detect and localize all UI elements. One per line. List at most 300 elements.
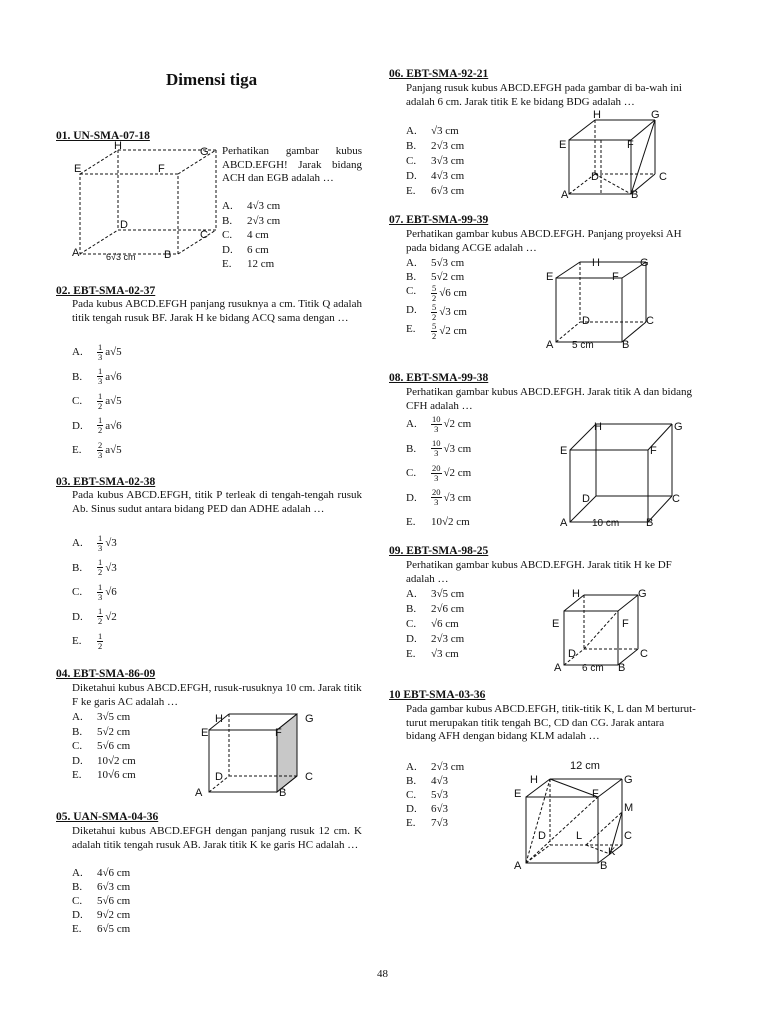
fraction [431,322,437,341]
option-value: 6√3 cm [97,881,131,893]
fraction-numerator: 20 [432,487,441,498]
answer-option [406,617,464,632]
option-remainder: a√6 [105,419,122,432]
answer-option [72,754,136,769]
option-remainder: a√5 [105,346,122,358]
q01-label-c: C [200,229,208,241]
option-value: 4√6 cm [97,867,131,879]
fraction [97,392,103,411]
option-letter: B. [222,214,233,227]
fraction-numerator: 10 [432,413,441,424]
q07-dimension: 5 cm [572,340,594,351]
answer-option [406,587,464,602]
question-03-heading: 03. EBT-SMA-02-38 [56,476,156,488]
answer-option [222,199,280,214]
answer-option [406,303,467,322]
q07-label-c: C [646,315,654,327]
option-letter: B. [406,603,417,615]
fraction-numerator: 1 [98,366,103,377]
answer-option [72,725,136,740]
option-remainder: √3 [105,537,117,549]
option-letter: E. [406,817,416,829]
q01-label-d: D [120,219,128,231]
option-value [431,322,467,341]
option-value [431,486,471,511]
option-letter: D. [72,754,83,767]
fraction-denominator: 2 [98,616,103,627]
option-value: 4√3 [431,775,449,787]
q07-label-b: B [622,339,630,351]
option-remainder: √6 cm [439,287,467,300]
q07-label-d: D [582,315,590,327]
option-letter: A. [406,125,417,137]
answer-option [406,139,464,154]
q01-cube-figure [60,142,222,262]
answer-option [72,866,130,880]
option-letter: B. [72,725,83,738]
answer-option [406,802,464,816]
q04-cube-figure [195,706,325,802]
option-letter: A. [72,537,83,549]
q01-label-f: F [158,163,165,175]
q08-label-c: C [672,493,680,505]
option-letter: E. [222,258,232,270]
option-letter: E. [72,769,82,781]
answer-option [406,632,464,647]
option-value [97,389,122,414]
answer-option [72,922,130,936]
answer-option [72,629,117,654]
option-letter: D. [222,243,233,256]
fraction-denominator: 3 [434,423,439,434]
fraction-numerator: 1 [98,557,103,568]
fraction [431,488,442,507]
option-letter: A. [406,588,417,600]
answer-option [406,184,464,199]
answer-option [406,154,464,169]
q10-label-e: E [514,788,522,800]
q09-label-f: F [622,618,629,630]
option-remainder: √2 cm [443,418,472,430]
option-letter: C. [72,740,83,752]
page-title: Dimensi tiga [166,70,258,89]
option-value: 6√3 [431,803,449,815]
option-letter: A. [222,200,233,212]
option-letter: A. [406,257,417,269]
fraction-denominator: 3 [434,472,439,483]
question-02-text: Pada kubus ABCD.EFGH panjang rusuknya a cm. Titik Q adalah titik tengah rusuk BF. Jarak H ke bidang ACQ sama dengan … [72,298,362,324]
option-letter: D. [72,909,83,921]
option-letter: C. [406,789,417,801]
fraction [97,632,103,651]
question-06-text: Panjang rusuk kubus ABCD.EFGH pada gambar di ba-wah ini adalah 6 cm. Jarak titik E ke bidang BDG adalah … [406,82,682,108]
q10-label-l: L [576,830,583,842]
question-03-options [72,531,117,654]
fraction-denominator: 3 [434,448,439,459]
answer-option [406,486,471,511]
q07-label-a: A [546,339,554,351]
option-value [97,556,117,581]
fraction-denominator: 3 [98,449,103,460]
q09-label-e: E [552,618,560,630]
q04-label-e: E [201,727,209,739]
question-09-text: Perhatikan gambar kubus ABCD.EFGH. Jarak titik H ke DF adalah … [406,559,672,585]
fraction [97,416,103,435]
option-value: 10√2 cm [431,516,470,528]
fraction-numerator: 1 [98,390,103,401]
option-letter: D. [406,633,417,645]
answer-option [406,774,464,788]
answer-option [406,270,467,284]
q06-label-g: G [651,109,660,121]
q10-label-b: B [600,860,608,872]
option-value: 2√3 cm [431,140,465,152]
option-value [97,438,122,463]
answer-option [406,322,467,341]
option-letter: E. [72,923,82,935]
option-value: 10√2 cm [97,754,136,767]
question-02-options [72,340,122,463]
option-letter: C. [222,229,233,241]
answer-option [222,243,280,258]
fraction [97,558,103,577]
option-value: 3√3 cm [431,155,465,167]
question-08-heading: 08. EBT-SMA-99-38 [389,372,489,384]
q01-dimension: 6√3 cm [106,252,136,262]
q06-label-h: H [593,109,601,121]
option-letter: D. [406,491,417,504]
option-remainder: a√5 [105,444,122,456]
fraction-numerator: 10 [432,438,441,449]
answer-option [72,340,122,365]
fraction-denominator: 3 [434,497,439,508]
option-remainder: √6 [105,586,117,598]
option-letter: E. [406,323,416,335]
q01-label-a: A [72,247,80,259]
q08-label-g: G [674,421,683,433]
q06-label-e: E [559,139,567,151]
question-07-options [406,256,467,341]
q08-label-h: H [594,421,602,433]
option-value [97,365,122,390]
fraction-denominator: 2 [98,640,103,651]
answer-option [72,438,122,463]
answer-option [72,389,122,414]
option-letter: C. [406,467,417,479]
answer-option [406,647,464,662]
q10-label-d: D [538,830,546,842]
option-remainder: √2 cm [443,467,472,479]
option-value [431,303,467,322]
answer-option [406,510,471,535]
question-07-heading: 07. EBT-SMA-99-39 [389,214,489,226]
q08-cube-figure [556,414,688,530]
q09-label-g: G [638,588,647,600]
option-remainder: √3 cm [443,491,472,504]
answer-option [406,461,471,486]
answer-option [72,414,122,439]
question-05-text: Diketahui kubus ABCD.EFGH dengan panjang rusuk 12 cm. K adalah titik tengah rusuk AB. Jarak titik K ke garis HC adalah … [72,825,362,851]
fraction-numerator: 1 [98,415,103,426]
option-letter: E. [406,648,416,660]
answer-option [406,124,464,139]
question-09-heading: 09. EBT-SMA-98-25 [389,545,489,557]
q09-label-d: D [568,648,576,660]
option-value [431,412,471,437]
option-value: 4√3 cm [247,200,281,212]
q06-cube-figure [555,110,685,202]
question-05-heading: 05. UAN-SMA-04-36 [56,811,159,823]
fraction-numerator: 1 [98,630,103,641]
option-letter: D. [406,304,417,316]
option-letter: B. [406,442,417,455]
q10-label-a: A [514,860,522,872]
option-value: 2√3 cm [431,633,465,645]
option-letter: D. [72,610,83,623]
q09-dimension: 6 cm [582,663,604,674]
answer-option [72,556,117,581]
option-value: 7√3 [431,817,449,829]
option-value: 3√5 cm [431,588,465,600]
q04-label-f: F [275,727,282,739]
answer-option [72,768,136,783]
question-01-heading: 01. UN-SMA-07-18 [56,130,150,142]
q07-label-h: H [592,257,600,269]
option-value: √6 cm [431,618,459,630]
option-value: 5√3 cm [431,257,465,269]
answer-option [72,710,136,725]
q10-label-k: K [608,846,616,858]
q07-label-g: G [640,257,649,269]
option-letter: C. [72,895,83,907]
option-value: 9√2 cm [97,909,131,921]
fraction-denominator: 2 [432,312,437,322]
question-07-text: Perhatikan gambar kubus ABCD.EFGH. Panjang proyeksi AH pada bidang ACGE adalah … [406,228,682,254]
question-05-options [72,866,130,936]
fraction-numerator: 2 [98,439,103,450]
answer-option [406,169,464,184]
option-letter: B. [72,561,83,574]
option-remainder: √3 cm [443,442,472,455]
option-value: √3 cm [431,125,459,137]
question-09-options [406,587,464,662]
option-value: 3√5 cm [97,711,131,723]
option-letter: E. [406,185,416,197]
option-value: 2√3 cm [431,761,465,773]
option-letter: E. [72,444,82,456]
fraction-numerator: 5 [432,302,437,312]
fraction [97,534,103,553]
q09-label-a: A [554,662,562,674]
answer-option [72,880,130,894]
question-10-options [406,760,464,830]
fraction [431,439,442,458]
option-letter: C. [406,155,417,167]
option-value: 5√2 cm [97,725,131,738]
fraction-denominator: 2 [432,293,437,303]
q01-label-g: G [200,146,209,158]
option-value [431,437,471,462]
q07-cube-figure [544,254,664,352]
option-remainder: √3 [105,561,117,574]
option-letter: A. [72,867,83,879]
fraction [431,303,437,322]
fraction-denominator: 3 [98,376,103,387]
answer-option [222,214,280,229]
q10-label-f: F [592,788,599,800]
fraction-numerator: 1 [98,532,103,543]
q10-label-m: M [624,802,634,814]
answer-option [406,284,467,303]
answer-option [72,580,117,605]
question-06-options [406,124,464,199]
fraction [97,607,103,626]
option-letter: C. [406,618,417,630]
q07-label-e: E [546,271,554,283]
option-value [431,461,471,486]
q07-label-f: F [612,271,619,283]
option-letter: D. [406,170,417,182]
q06-label-c: C [659,171,667,183]
fraction [431,284,437,303]
option-value [97,629,105,654]
option-value [97,340,122,365]
question-08-options [406,412,471,535]
option-letter: A. [72,711,83,723]
answer-option [406,760,464,774]
answer-option [406,788,464,802]
q08-label-f: F [650,445,657,457]
q09-label-c: C [640,648,648,660]
option-remainder: a√6 [105,370,122,383]
fraction [97,343,103,362]
option-value: 2√6 cm [431,603,465,615]
q01-label-h: H [114,140,122,152]
option-letter: C. [72,586,83,598]
option-letter: D. [72,419,83,432]
option-value: 12 cm [247,258,275,270]
fraction [97,441,103,460]
option-remainder: √2 cm [439,325,467,338]
option-value: √3 cm [431,648,459,660]
q08-label-b: B [646,517,654,529]
fraction [97,367,103,386]
answer-option [72,531,117,556]
q10-label-g: G [624,774,633,786]
q08-label-a: A [560,517,568,529]
question-01-text: Perhatikan gambar kubus ABCD.EFGH! Jarak bidang ACH dan EGB adalah … [222,145,362,184]
fraction-denominator: 2 [98,567,103,578]
q10-cube-figure [510,757,642,873]
fraction [431,415,442,434]
q09-label-h: H [572,588,580,600]
q04-label-a: A [195,787,203,799]
question-03-text: Pada kubus ABCD.EFGH, titik P terleak di tengah-tengah rusuk Ab. Sinus sudut antara bidang PED dan ADHE adalah … [72,489,362,515]
option-value [97,414,122,439]
option-value [97,531,117,556]
option-value [97,580,117,605]
option-letter: C. [72,395,83,407]
option-letter: B. [406,775,417,787]
fraction-numerator: 1 [98,341,103,352]
answer-option [72,365,122,390]
option-value: 5√6 cm [97,740,131,752]
question-02-heading: 02. EBT-SMA-02-37 [56,285,156,297]
answer-option [406,412,471,437]
fraction-numerator: 5 [432,321,437,331]
option-letter: B. [72,881,83,893]
answer-option [72,739,136,754]
q04-label-g: G [305,713,314,725]
option-remainder: a√5 [105,395,122,407]
q04-label-c: C [305,771,313,783]
question-08-text: Perhatikan gambar kubus ABCD.EFGH. Jarak titik A dan bidang CFH adalah … [406,386,692,412]
answer-option [406,437,471,462]
question-04-options [72,710,136,783]
option-value: 4 cm [247,229,269,241]
q08-label-d: D [582,493,590,505]
fraction-denominator: 2 [432,331,437,341]
option-value: 5√6 cm [97,895,131,907]
option-remainder: √3 cm [439,306,467,319]
option-value [97,605,117,630]
q08-dimension: 10 cm [592,518,620,529]
option-letter: A. [406,761,417,773]
option-letter: C. [406,285,417,297]
option-value: 5√3 [431,789,449,801]
q06-label-b: B [631,189,639,201]
q10-label-c: C [624,830,632,842]
answer-option [406,602,464,617]
fraction-numerator: 1 [98,606,103,617]
q06-label-d: D [591,171,599,183]
q09-cube-figure [550,585,660,673]
option-letter: B. [406,271,417,283]
fraction-denominator: 3 [98,351,103,362]
option-letter: D. [406,803,417,815]
q10-dimension: 12 cm [570,760,600,772]
fraction-numerator: 20 [432,462,441,473]
question-04-heading: 04. EBT-SMA-86-09 [56,668,156,680]
q01-label-e: E [74,163,82,175]
fraction [431,464,442,483]
q09-label-b: B [618,662,626,674]
option-value [431,284,467,303]
option-letter: E. [72,635,82,647]
answer-option [222,228,280,243]
option-value: 4√3 cm [431,170,465,182]
page-number: 48 [377,968,388,980]
option-letter: E. [406,516,416,528]
option-value: 6 cm [247,243,269,256]
option-letter: B. [72,370,83,383]
q10-label-h: H [530,774,538,786]
answer-option [72,908,130,922]
option-letter: B. [406,140,417,152]
fraction-denominator: 2 [98,400,103,411]
answer-option [72,605,117,630]
fraction-numerator: 5 [432,283,437,293]
option-value: 10√6 cm [97,769,136,781]
question-10-text: Pada gambar kubus ABCD.EFGH, titik-titik K, L dan M berturut-turut merupakan titik tengah BC, CD dan CG. Jarak antara bidang AFH dengan bidang KLM adalah … [406,703,696,742]
answer-option [222,257,280,272]
option-letter: A. [72,346,83,358]
q06-label-a: A [561,189,569,201]
option-value: 6√5 cm [97,923,131,935]
option-remainder: √2 [105,610,117,623]
question-10-heading: 10 EBT-SMA-03-36 [389,689,486,701]
fraction-denominator: 3 [98,591,103,602]
